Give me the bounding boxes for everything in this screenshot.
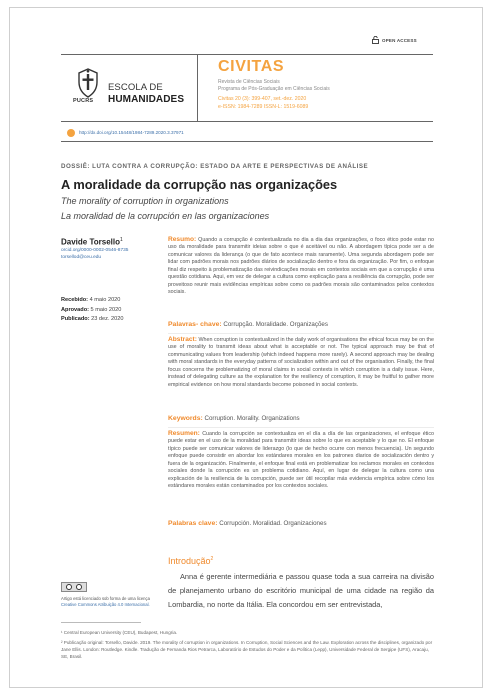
pucrs-label: PUCRS: [73, 98, 94, 104]
footnote-rule: [61, 622, 141, 623]
resumen-block: [168, 430, 434, 491]
footnote-1: ¹ Central European University (CEU), Budapest, Hungria.: [61, 630, 178, 635]
doi-icon: [67, 129, 75, 137]
approved-date: Aprovado: 5 maio 2020: [61, 306, 122, 313]
abstract-label: Abstract:: [168, 336, 197, 343]
published-date: Publicado: 23 dez. 2020: [61, 316, 124, 323]
journal-subtitle: Revista de Ciências Sociais: [218, 79, 280, 85]
received-date: Recebido: 4 maio 2020: [61, 297, 121, 303]
resumen-keywords: Palabras clave: Corrupción. Moralidad. Organizaciones: [168, 520, 327, 527]
abstract-block: [168, 336, 434, 389]
resumo-text: Quando a corrupção é contextualizada no dia a dia das organizações, o foco ético pode estar no uso da moralidade para transmitir ideias sobre o que é aceitável ou não. A abordagem típica pode ser a de comunicar valores da liderança (o que de fato acontece mais raramente). Uma segunda abordagem pode ser lidar com padrões morais nos padrões diários de socialização dentro e fora da organização. Por fim, o enfoque final diz respeito à problematização das reivindicações morais em contextos sociais em que a corrupção é uma questão cotidiana. Aqui, em vez de delegar a cultura como explicação para a resiliência da corrupção, pode ser proveitoso reunir mais evidências empíricas sobre como os padrões morais são contaminados pelos contextos sociais.: [168, 237, 434, 296]
escola-line1: ESCOLA DE: [108, 82, 163, 93]
article-dates: [61, 296, 124, 325]
license-text: Artigo está licenciado sob forma de uma licença: [61, 596, 150, 601]
author-email-link[interactable]: torsellod@ceu.edu: [61, 255, 102, 260]
abstract-keywords: Keywords: Corruption. Morality. Organizations: [168, 415, 300, 422]
divider: [168, 333, 434, 334]
journal-issn: e-ISSN: 1984-7289 ISSN-L: 1519-6089: [218, 104, 309, 110]
abstract-text: When corruption is contextualized in the daily work of organisations the ethical focus may be on the use of morality to transmit ideas about what is acceptable or not. The typical approach may be that of communicating values from leadership (which indeed happens more rarely). A second approach may be dealing with moral standards in the everyday patterns of socialization within and out of the organisation. Finally, the final focus concerns the problematizing of moral claims in social contexts in which corruption is a daily issue. Here, instead of delegating culture as the explanation for the resiliency of corruption, it may be fruitful to gather more empirical evidence on how moral standards become poisoned in social contexts.: [168, 337, 434, 388]
cc-icon: [66, 584, 72, 590]
lock-open-icon: [372, 36, 379, 44]
license-link[interactable]: Creative Commons Atribuição 4.0 Internacional.: [61, 602, 150, 607]
dossier-heading: DOSSIÊ: LUTA CONTRA A CORRUPÇÃO: ESTADO DA ARTE E PERSPECTIVAS DE ANÁLISE: [61, 163, 369, 170]
escola-line2: HUMANIDADES: [108, 94, 185, 105]
pucrs-crest-icon: [75, 68, 101, 98]
resumo-keywords: Palavras- chave: Corrupção. Moralidade. Organizações: [168, 321, 328, 328]
section-heading-intro: Introdução$^2$: [168, 556, 214, 566]
article-title-es: La moralidad de la corrupción en las organizaciones: [61, 211, 270, 221]
author-footnote-mark: 1: [119, 237, 123, 243]
journal-program: Programa de Pós-Graduação em Ciências Sociais: [218, 86, 330, 92]
intro-paragraph: Anna é gerente intermediária e passou quase toda a sua carreira na divisão de planejamento urbano do escritório municipal de uma cidade na região da Lombardia, no norte da Itália. Ela concordou em ser entrevistada,: [168, 572, 434, 609]
journal-name: CIVITAS: [218, 58, 285, 75]
journal-issue: Civitas 20 (3): 399-407, set.-dez. 2020: [218, 96, 307, 102]
divider: [168, 427, 434, 428]
open-access-label: OPEN ACCESS: [382, 37, 417, 43]
author-orcid-link[interactable]: orcid.org/0000-0002-0546-8735: [61, 248, 129, 253]
article-title: A moralidade da corrupção nas organizações: [61, 177, 338, 192]
doi-link[interactable]: http://dx.doi.org/10.15448/1984-7289.2020.3.37971: [79, 130, 184, 135]
resumen-label: Resumen:: [168, 430, 200, 437]
footnote-2: ² Publicação original: Torsello, Davide. 2019. The morality of corruption in organizations. In Corruption, Social Sciences and the Law. Exploration across the disciplines, organizado por Jane Ellis. London: Routledge. Kindle. Tradução de Fernanda Rios Petrarca, Laboratório de Estudos do Poder e da Política (Lepp), Universidade Federal de Sergipe (UFS), Aracaju, SE, Brasil.: [61, 640, 433, 659]
resumen-text: Cuando la corrupción se contextualiza en el día a día de las organizaciones, el enfoque ético puede estar en el uso de la moralidad para transmitir ideas sobre lo que es aceptable y lo que no. El enfoque típico puede ser comunicar valores de liderazgo (lo que de hecho ocurre con menos frecuencia). Un segundo enfoque puede consistir en abordar los estándares morales en los patrones diarios de socialización dentro y fuera de la organización. Finalmente, el enfoque final está en problematizar los reclamos morales en contextos sociales donde la corrupción es un problema cotidiano. Aquí, en lugar de delegar la cultura como una explicación de la resiliencia de la corrupción, puede ser útil recopilar más evidencia empírica sobre cómo los estándares morales están contaminados por los contextos sociales.: [168, 431, 434, 490]
author-name: [61, 237, 123, 247]
by-icon: [76, 584, 82, 590]
article-title-en: The morality of corruption in organizations: [61, 196, 229, 206]
author-name-text: Davide Torsello: [61, 237, 120, 247]
open-access-badge: [372, 36, 417, 44]
creative-commons-badge[interactable]: [61, 582, 87, 592]
resumo-block: [168, 236, 434, 297]
resumo-label: Resumo:: [168, 236, 197, 243]
